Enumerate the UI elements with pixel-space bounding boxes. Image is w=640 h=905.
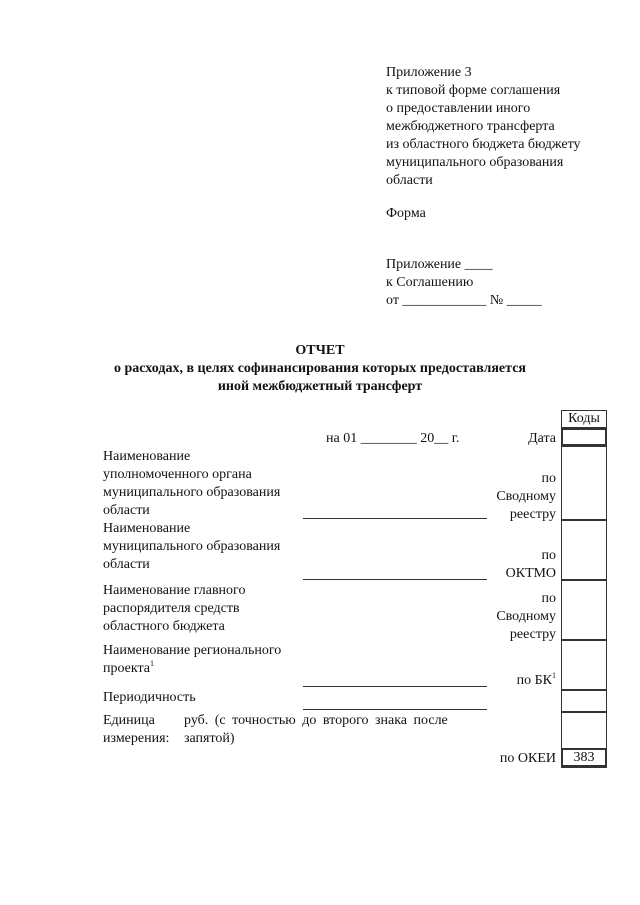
report-date-line: на 01 ________ 20__ г. — [326, 431, 460, 446]
okei-code-cell — [561, 748, 607, 768]
bk-code-cell[interactable] — [561, 640, 607, 690]
appendix-line: межбюджетного трансферта — [386, 119, 555, 134]
unit-value: руб. (с точностью до второго знака после — [184, 713, 448, 728]
manager-code-label: по — [541, 591, 556, 606]
authority-input-line[interactable] — [303, 518, 487, 519]
appendix-number: Приложение 3 — [386, 65, 472, 80]
periodicity-code-cell[interactable] — [561, 690, 607, 712]
report-subtitle: иной межбюджетный трансферт — [217, 379, 423, 394]
municipality-label: области — [103, 557, 150, 572]
manager-label: областного бюджета — [103, 619, 225, 634]
municipality-label: муниципального образования — [103, 539, 281, 554]
attachment-date-number: от ____________ № _____ — [386, 293, 542, 308]
manager-code-label: Сводному — [496, 609, 556, 624]
oktmo-code-label: по — [541, 548, 556, 563]
authority-label: уполномоченного органа — [103, 467, 252, 482]
bk-code-label-text: по БК — [516, 673, 552, 688]
authority-label: области — [103, 503, 150, 518]
authority-code-label: Сводному — [496, 489, 556, 504]
oktmo-code-label: ОКТМО — [505, 566, 556, 581]
date-code-cell[interactable] — [561, 428, 607, 446]
appendix-line: к типовой форме соглашения — [386, 83, 561, 98]
project-label-text: проекта — [103, 661, 150, 676]
project-footnote: 1 — [150, 659, 154, 668]
bk-code-label — [470, 672, 556, 690]
date-label: Дата — [528, 431, 556, 446]
manager-code-label: реестру — [509, 627, 556, 642]
unit-label: измерения: — [103, 731, 170, 746]
attachment-agreement: к Соглашению — [386, 275, 474, 290]
authority-code-cell[interactable] — [561, 446, 607, 520]
project-input-line[interactable] — [303, 686, 487, 687]
appendix-line: о предоставлении иного — [386, 101, 531, 116]
project-label: Наименование регионального — [103, 643, 282, 658]
manager-label: распорядителя средств — [103, 601, 240, 616]
authority-label: Наименование — [103, 449, 191, 464]
appendix-line: муниципального образования — [386, 155, 564, 170]
codes-header: Коды — [568, 411, 600, 426]
authority-code-label: реестру — [509, 507, 556, 522]
bk-footnote: 1 — [552, 671, 556, 680]
appendix-line: области — [386, 173, 433, 188]
report-title: ОТЧЕТ — [295, 343, 345, 358]
codes-header-cell — [561, 410, 607, 428]
okei-code: 383 — [573, 750, 595, 765]
municipality-label: Наименование — [103, 521, 191, 536]
report-subtitle: о расходах, в целях софинансирования которых предоставляется — [113, 361, 526, 376]
oktmo-code-cell[interactable] — [561, 520, 607, 580]
periodicity-label: Периодичность — [103, 690, 196, 705]
manager-label: Наименование главного — [103, 583, 246, 598]
authority-label: муниципального образования — [103, 485, 281, 500]
unit-label: Единица — [103, 713, 155, 728]
appendix-line: из областного бюджета бюджету — [386, 137, 581, 152]
attachment-line: Приложение ____ — [386, 257, 493, 272]
project-label — [103, 660, 154, 678]
manager-code-cell[interactable] — [561, 580, 607, 640]
form-label: Форма — [386, 206, 426, 221]
unit-value: запятой) — [184, 731, 235, 746]
authority-code-label: по — [541, 471, 556, 486]
periodicity-input-line[interactable] — [303, 709, 487, 710]
okei-label: по ОКЕИ — [499, 751, 556, 766]
municipality-input-line[interactable] — [303, 579, 487, 580]
